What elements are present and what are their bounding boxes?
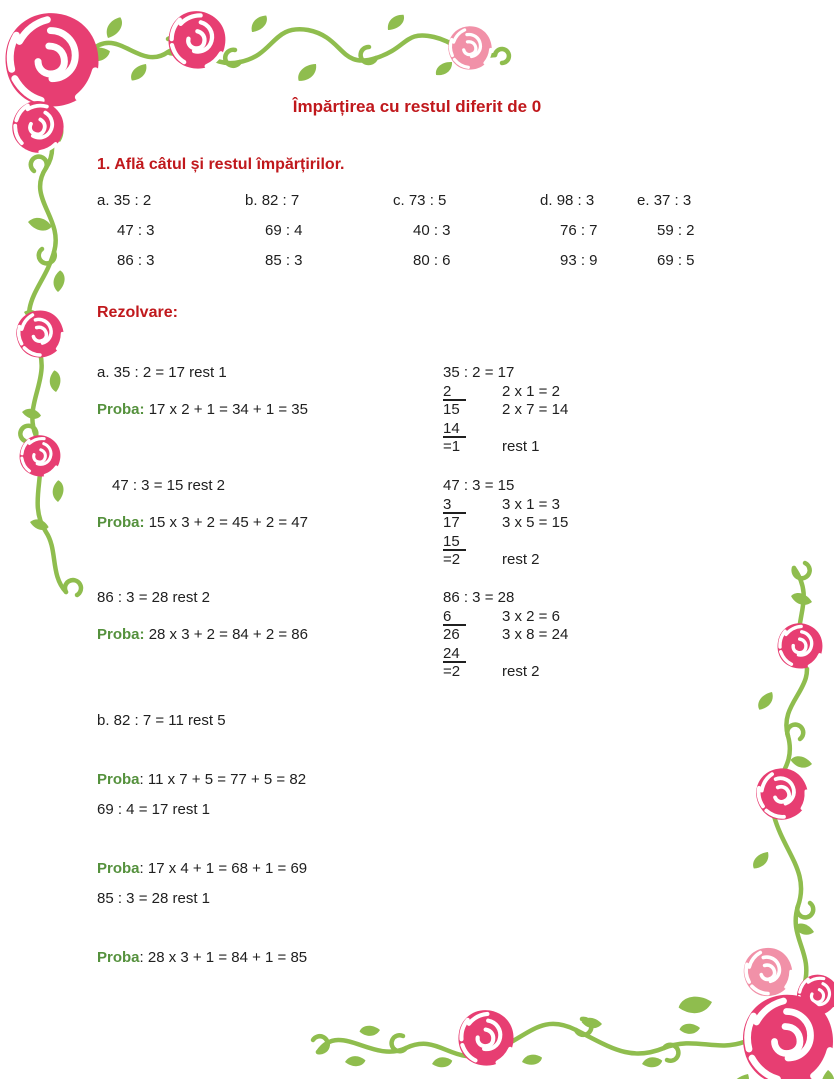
proba-label: Proba xyxy=(97,771,140,788)
work-number: 15 xyxy=(443,533,502,552)
work-number: 3 xyxy=(443,496,502,515)
exercise-label: e. xyxy=(637,192,650,209)
solution-heading: Rezolvare: xyxy=(97,304,178,321)
division-item: 47 : 3 xyxy=(117,222,155,239)
rose-icon xyxy=(454,1006,518,1070)
exercise-line xyxy=(97,186,155,216)
division-item: 86 : 3 xyxy=(117,252,155,269)
proba-text: : 28 x 3 + 1 = 84 + 1 = 85 xyxy=(139,949,308,966)
division-item: 69 : 4 xyxy=(265,222,303,239)
exercise-line xyxy=(637,186,695,216)
proba-line xyxy=(97,401,308,418)
division-item: 98 : 3 xyxy=(556,192,595,209)
division-item: 59 : 2 xyxy=(657,222,695,239)
rose-icon xyxy=(162,5,232,75)
exercise-label: a. xyxy=(97,192,110,209)
division-item: 80 : 6 xyxy=(413,252,451,269)
work-note: rest 2 xyxy=(502,551,540,568)
division-item: 37 : 3 xyxy=(653,192,692,209)
rose-icon xyxy=(14,430,66,482)
exercise-label: d. xyxy=(540,192,553,209)
exercise-column-e xyxy=(637,186,695,276)
exercise-line xyxy=(393,186,451,216)
work-head: 47 : 3 = 15 xyxy=(443,477,515,494)
exercise-column-b xyxy=(245,186,303,276)
solution-pair-85 xyxy=(97,890,308,966)
division-item: 40 : 3 xyxy=(413,222,451,239)
work-row xyxy=(443,626,568,645)
work-row xyxy=(443,514,568,533)
solution-block-86 xyxy=(97,589,308,643)
work-number: =2 xyxy=(443,551,461,568)
proba-line xyxy=(97,626,308,643)
work-head: 35 : 2 = 17 xyxy=(443,364,515,381)
work-note: 3 x 8 = 24 xyxy=(502,626,569,643)
rose-icon xyxy=(11,305,68,362)
work-number: 24 xyxy=(443,645,502,664)
work-row xyxy=(443,401,568,420)
work-row xyxy=(443,496,568,515)
division-result: 47 : 3 = 15 rest 2 xyxy=(112,477,225,494)
solution-pair-82 xyxy=(97,712,307,788)
exercise-label: c. xyxy=(393,192,405,209)
work-row xyxy=(443,663,568,682)
exercise-label: b. xyxy=(245,192,258,209)
rose-icon xyxy=(743,995,833,1079)
work-note: 3 x 1 = 3 xyxy=(502,495,560,513)
work-row xyxy=(443,420,568,439)
proba-label: Proba: xyxy=(97,514,145,531)
rose-icon xyxy=(790,968,834,1024)
division-item: 76 : 7 xyxy=(560,222,598,239)
division-item: 69 : 5 xyxy=(657,252,695,269)
proba-line xyxy=(97,949,307,966)
proba-text: : 17 x 4 + 1 = 68 + 1 = 69 xyxy=(139,860,308,877)
exercise-heading: 1. Află câtul și restul împărțirilor. xyxy=(97,156,345,173)
division-item: 73 : 5 xyxy=(408,192,447,209)
long-division-work-86 xyxy=(443,589,568,682)
solution-block-47 xyxy=(97,477,308,531)
work-number: 26 xyxy=(443,626,460,643)
proba-line xyxy=(97,860,307,877)
work-row xyxy=(443,551,568,570)
proba-text: 17 x 2 + 1 = 34 + 1 = 35 xyxy=(148,401,308,418)
exercise-column-a xyxy=(97,186,155,276)
solution-block-a xyxy=(97,364,308,418)
exercise-column-d xyxy=(540,186,598,276)
proba-label: Proba: xyxy=(97,626,145,643)
rose-icon xyxy=(749,761,814,827)
proba-line xyxy=(97,771,306,788)
work-row xyxy=(443,608,568,627)
work-note: 3 x 2 = 6 xyxy=(502,607,560,625)
division-result: b. 82 : 7 = 11 rest 5 xyxy=(97,712,226,729)
rose-icon xyxy=(774,620,826,672)
work-note: 2 x 1 = 2 xyxy=(502,382,560,400)
proba-label: Proba xyxy=(97,949,140,966)
long-division-work-a xyxy=(443,364,568,457)
work-number: 17 xyxy=(443,514,460,531)
division-item: 82 : 7 xyxy=(261,192,300,209)
work-number: 15 xyxy=(443,401,460,418)
proba-line xyxy=(97,514,308,531)
work-note: 2 x 7 = 14 xyxy=(502,401,569,418)
work-row xyxy=(443,383,568,402)
work-number: =2 xyxy=(443,663,461,680)
rose-icon xyxy=(6,13,99,106)
proba-text: 15 x 3 + 2 = 45 + 2 = 47 xyxy=(148,514,308,531)
division-result: 85 : 3 = 28 rest 1 xyxy=(97,890,210,907)
work-number: 2 xyxy=(443,383,502,402)
exercise-line xyxy=(540,186,598,216)
work-number: 6 xyxy=(443,608,502,627)
long-division-work-47 xyxy=(443,477,568,570)
work-number: 14 xyxy=(443,420,502,439)
proba-label: Proba: xyxy=(97,401,145,418)
work-row xyxy=(443,533,568,552)
exercise-line xyxy=(245,186,303,216)
division-result: a. 35 : 2 = 17 rest 1 xyxy=(97,364,227,381)
work-number: =1 xyxy=(443,438,461,455)
exercise-column-c xyxy=(393,186,451,276)
work-head: 86 : 3 = 28 xyxy=(443,589,515,606)
work-row xyxy=(443,645,568,664)
proba-text: 28 x 3 + 2 = 84 + 2 = 86 xyxy=(148,626,308,643)
rose-icon xyxy=(445,23,495,73)
solution-pair-69 xyxy=(97,801,308,877)
division-item: 35 : 2 xyxy=(113,192,152,209)
page-title: Împărțirea cu restul diferit de 0 xyxy=(292,97,542,116)
proba-label: Proba xyxy=(97,860,140,877)
work-note: rest 2 xyxy=(502,663,540,680)
work-note: rest 1 xyxy=(502,438,540,455)
division-item: 85 : 3 xyxy=(265,252,303,269)
proba-text: : 11 x 7 + 5 = 77 + 5 = 82 xyxy=(139,771,307,788)
division-item: 93 : 9 xyxy=(560,252,598,269)
division-result: 69 : 4 = 17 rest 1 xyxy=(97,801,210,818)
division-result: 86 : 3 = 28 rest 2 xyxy=(97,589,210,606)
rose-icon xyxy=(739,942,798,1001)
work-row xyxy=(443,438,568,457)
work-note: 3 x 5 = 15 xyxy=(502,514,569,531)
